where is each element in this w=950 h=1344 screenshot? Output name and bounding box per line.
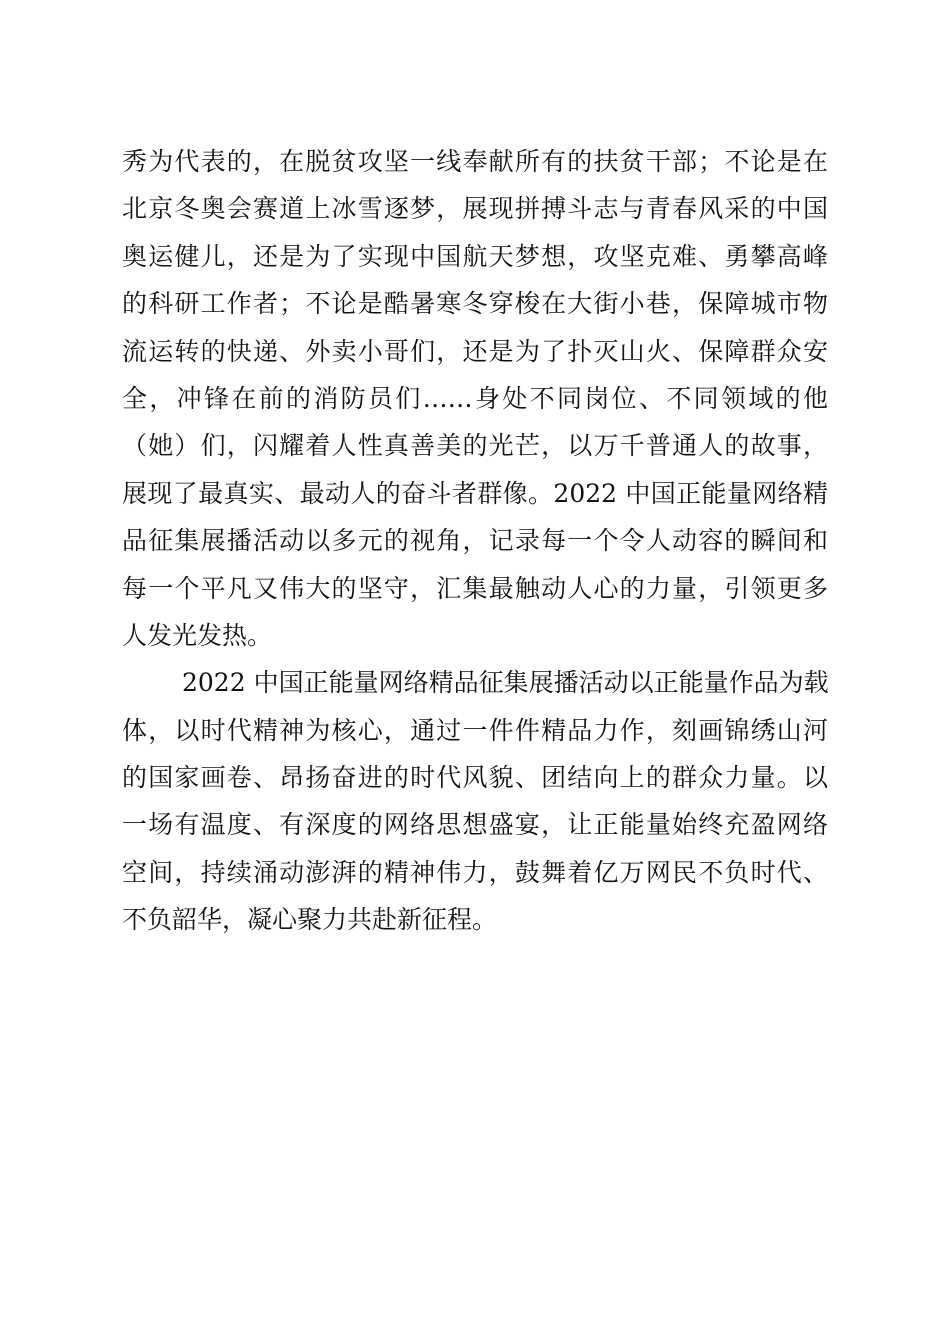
paragraph-line: 体，以时代精神为核心，通过一件件精品力作，刻画锦绣山河 xyxy=(122,715,828,745)
paragraph-line: 奥运健儿，还是为了实现中国航天梦想，攻坚克难、勇攀高峰 xyxy=(122,241,828,271)
paragraph-line: 展现了最真实、最动人的奋斗者群像。2022 中国正能量网络精 xyxy=(122,478,828,508)
paragraph-line: 不负韶华，凝心聚力共赴新征程。 xyxy=(122,905,498,935)
document-body xyxy=(122,138,828,944)
paragraph-line: 北京冬奥会赛道上冰雪逐梦，展现拼搏斗志与青春风采的中国 xyxy=(122,194,828,224)
paragraph-line: （她）们，闪耀着人性真善美的光芒，以万千普通人的故事， xyxy=(122,431,828,461)
paragraph-1 xyxy=(122,138,828,659)
paragraph-line: 2022 中国正能量网络精品征集展播活动以正能量作品为载 xyxy=(182,668,829,698)
paragraph-line: 的国家画卷、昂扬奋进的时代风貌、团结向上的群众力量。以 xyxy=(122,763,828,793)
paragraph-line: 流运转的快递、外卖小哥们，还是为了扑灭山火、保障群众安 xyxy=(122,336,828,366)
paragraph-line: 全，冲锋在前的消防员们……身处不同岗位、不同领域的他 xyxy=(122,383,828,413)
paragraph-line: 一场有温度、有深度的网络思想盛宴，让正能量始终充盈网络 xyxy=(122,810,828,840)
paragraph-line: 空间，持续涌动澎湃的精神伟力，鼓舞着亿万网民不负时代、 xyxy=(122,857,828,887)
paragraph-line: 品征集展播活动以多元的视角，记录每一个令人动容的瞬间和 xyxy=(122,526,828,556)
paragraph-line: 秀为代表的，在脱贫攻坚一线奉献所有的扶贫干部；不论是在 xyxy=(122,147,828,176)
paragraph-line: 每一个平凡又伟大的坚守，汇集最触动人心的力量，引领更多 xyxy=(122,573,828,603)
paragraph-line: 人发光发热。 xyxy=(122,620,273,650)
paragraph-2 xyxy=(122,659,828,943)
paragraph-line: 的科研工作者；不论是酷暑寒冬穿梭在大街小巷，保障城市物 xyxy=(122,289,828,319)
